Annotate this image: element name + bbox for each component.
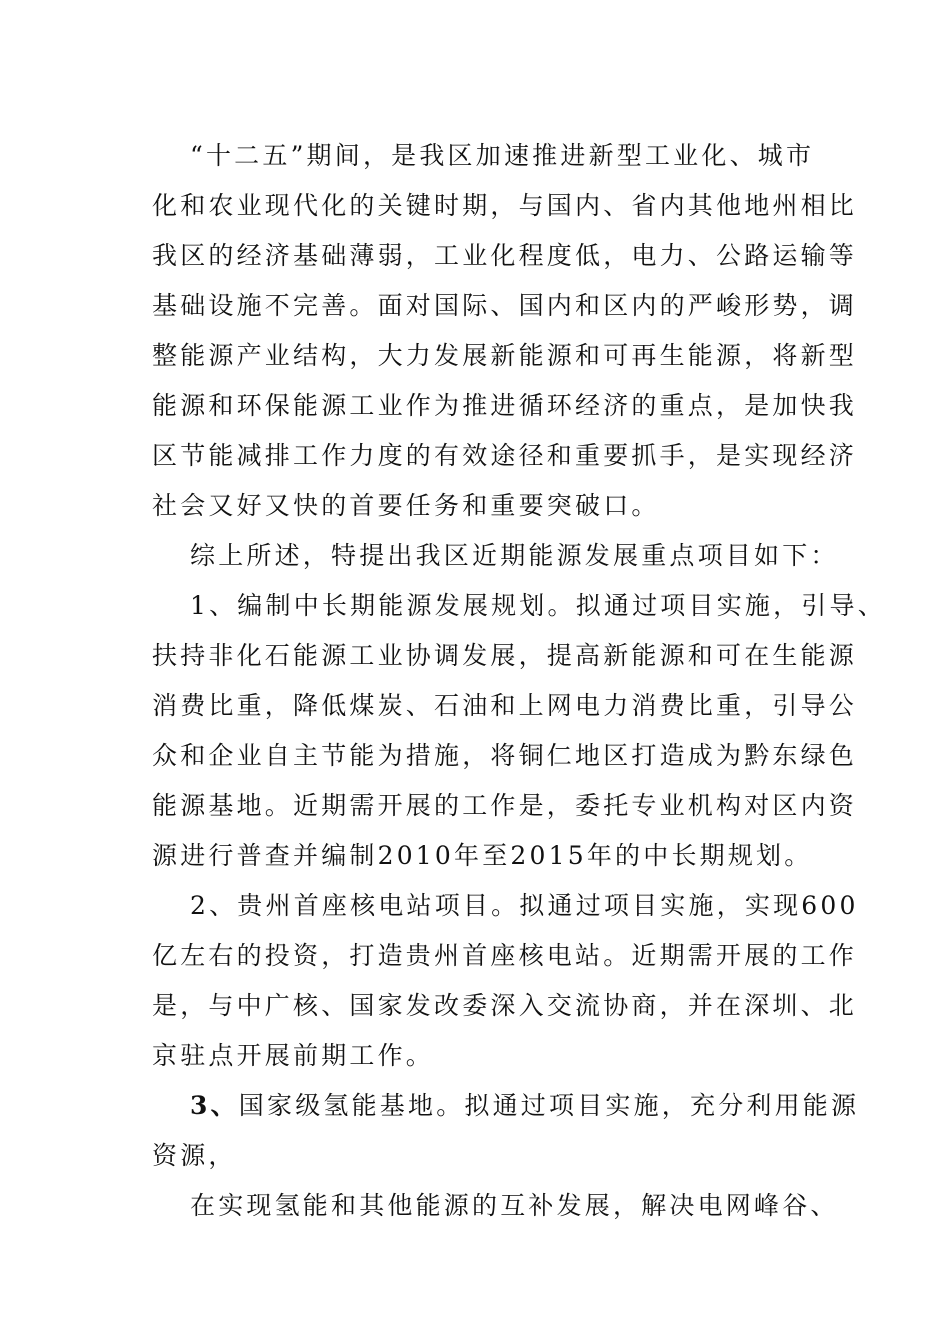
paragraph-line: 我区的经济基础薄弱，工业化程度低，电力、公路运输等 <box>152 241 858 270</box>
paragraph-line: 在实现氢能和其他能源的互补发展，解决电网峰谷、 <box>190 1191 839 1220</box>
paragraph-line: 能源和环保能源工业作为推进循环经济的重点，是加快我 <box>152 391 858 420</box>
item-text: 国家级氢能基地。拟通过项目实施，充分利用能源 <box>238 1091 860 1120</box>
paragraph-line: “十二五”期间，是我区加速推进新型工业化、城市 <box>190 141 815 170</box>
paragraph-line: 消费比重，降低煤炭、石油和上网电力消费比重，引导公 <box>152 691 858 720</box>
paragraph-line <box>190 1089 860 1123</box>
item-number: 3、 <box>190 1091 239 1120</box>
paragraph-line: 众和企业自主节能为措施，将铜仁地区打造成为黔东绿色 <box>152 741 858 770</box>
paragraph-line: 能源基地。近期需开展的工作是，委托专业机构对区内资 <box>152 791 858 820</box>
paragraph-line: 2、贵州首座核电站项目。拟通过项目实施，实现600 <box>190 891 859 920</box>
paragraph-line: 整能源产业结构，大力发展新能源和可再生能源，将新型 <box>152 341 858 370</box>
paragraph-line: 源进行普查并编制2010年至2015年的中长期规划。 <box>152 841 813 870</box>
paragraph-line: 化和农业现代化的关键时期，与国内、省内其他地州相比 <box>152 191 858 220</box>
paragraph-line: 京驻点开展前期工作。 <box>152 1041 435 1070</box>
paragraph-line: 社会又好又快的首要任务和重要突破口。 <box>152 491 660 520</box>
paragraph-line: 资源， <box>152 1141 237 1170</box>
paragraph-line: 1、编制中长期能源发展规划。拟通过项目实施，引导、 <box>190 591 886 620</box>
paragraph-line: 综上所述，特提出我区近期能源发展重点项目如下： <box>190 541 839 570</box>
paragraph-line: 是，与中广核、国家发改委深入交流协商，并在深圳、北 <box>152 991 858 1020</box>
paragraph-line: 亿左右的投资，打造贵州首座核电站。近期需开展的工作 <box>152 941 858 970</box>
paragraph-line: 区节能减排工作力度的有效途径和重要抓手，是实现经济 <box>152 441 858 470</box>
paragraph-line: 扶持非化石能源工业协调发展，提高新能源和可在生能源 <box>152 641 858 670</box>
paragraph-line: 基础设施不完善。面对国际、国内和区内的严峻形势，调 <box>152 291 858 320</box>
